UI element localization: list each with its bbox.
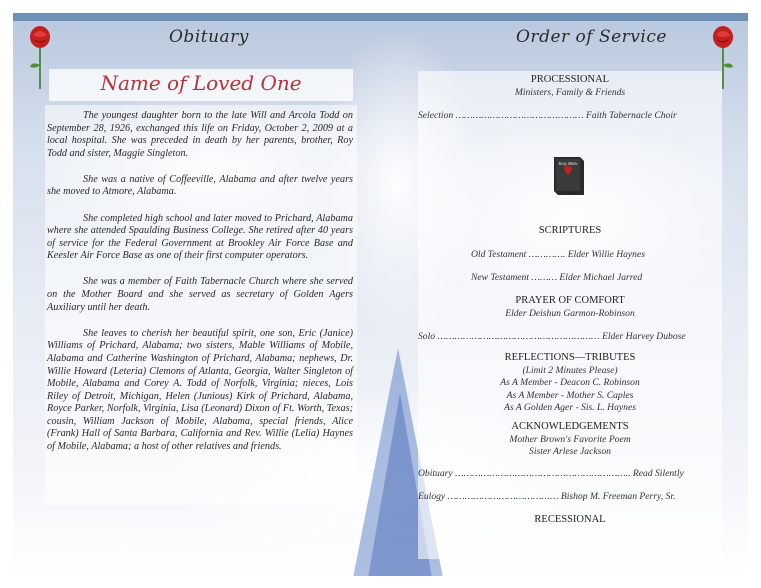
selection-line xyxy=(418,110,722,121)
processional-sub: Ministers, Family & Friends xyxy=(514,86,626,98)
new-testament-dots: ……… xyxy=(531,272,558,283)
recessional-section xyxy=(418,514,722,527)
obituary-heading: Obituary xyxy=(169,27,249,47)
prayer-officiant: Elder Deishun Garmon-Robinson xyxy=(505,307,635,319)
order-of-service-heading: Order of Service xyxy=(516,27,667,47)
obituary-paragraph: The youngest daughter born to the late Will and Arcola Todd on September 28, 1926, exchanged this life on Friday, October 2, 2009 at a local hospital. She was preceded in death by her parents, brother, Roy Todd and sister, Maggie Singleton. xyxy=(47,110,353,159)
obituary-dots: …………………………………………………….. xyxy=(455,468,631,479)
obituary-text xyxy=(47,110,353,467)
scriptures-section xyxy=(418,225,722,238)
reflections-section xyxy=(418,352,722,415)
solo-dots: ………………………………………………… xyxy=(437,331,600,342)
eulogy-dots: ………………………………… xyxy=(447,491,559,502)
reflections-line: As A Member - Deacon C. Robinson xyxy=(500,377,640,388)
eulogy-line xyxy=(418,491,675,502)
old-testament-label: Old Testament xyxy=(471,249,527,260)
acknowledgements-section xyxy=(418,421,722,459)
acknowledgements-line: Mother Brown's Favorite Poem xyxy=(509,433,631,445)
eulogy-speaker: Bishop M. Freeman Perry, Sr. xyxy=(560,491,676,502)
top-border xyxy=(13,13,748,21)
new-testament-line xyxy=(471,272,642,283)
book-label: Holy Bible xyxy=(558,161,578,166)
acknowledgements-line: Sister Arlese Jackson xyxy=(529,446,611,457)
obituary-label: Obituary xyxy=(418,468,453,479)
reflections-line: (Limit 2 Minutes Please) xyxy=(522,364,618,376)
solo-label: Solo xyxy=(418,331,436,342)
acknowledgements-title: ACKNOWLEDGEMENTS xyxy=(511,421,629,432)
eulogy-label: Eulogy xyxy=(418,491,446,502)
obituary-line xyxy=(418,468,684,479)
reflections-line: As A Member - Mother S. Caples xyxy=(506,389,634,401)
reflections-line: As A Golden Ager - Sis. L. Haynes xyxy=(504,402,636,413)
obituary-paragraph: She leaves to cherish her beautiful spirit, one son, Eric (Janice) Williams of Prichard, Alabama; two sisters, Mable Williams of Mobile, Alabama and Catherine Washington of Prichard, Alabama; nephews, Dr. Willie Howard (Leteria) Clemons of Atlanta, Georgia, Walter Singleton of Mobile, Alabama and Corey A. Todd of Norfolk, Virginia; nieces, Lois Riley of Detroit, Michigan, Helen (Junious) Kirk of Prichard, Alabama, Royce Parker, Norfolk, Virginia, Lisa (Leonard) Dixon of Ft. Worth, Texas; cousin, William Jackson of Mobile, Alabama, special friends, Alice (Frank) Hall of Santa Barbara, California and Rev. Willie (Lelia) Haynes of Mobile, Alabama; a host of other relatives and friends. xyxy=(47,327,353,453)
prayer-section xyxy=(418,295,722,320)
obituary-paragraph: She was a native of Coffeeville, Alabama and after twelve years she moved to Atmore, Alabama. xyxy=(47,173,353,198)
loved-one-name: Name of Loved One xyxy=(100,71,302,95)
old-testament-dots: …………. xyxy=(528,249,566,260)
old-testament-reader: Elder Willie Haynes xyxy=(567,249,645,260)
selection-value: Faith Tabernacle Choir xyxy=(585,110,677,121)
new-testament-reader: Elder Michael Jarred xyxy=(559,272,643,283)
solo-performer: Elder Harvey Dubose xyxy=(601,331,686,342)
bible-icon xyxy=(550,155,586,197)
selection-label: Selection xyxy=(418,110,454,121)
obituary-paragraph: She completed high school and later moved to Prichard, Alabama where she attended Spaulding Business College. She retired after 40 years of service for the Federal Government at Brookley Air Force Base and Keesler Air Force Base as one of their first computer operators. xyxy=(47,212,353,262)
new-testament-label: New Testament xyxy=(471,272,530,283)
prayer-title: PRAYER OF COMFORT xyxy=(515,295,625,306)
processional-title: PROCESSIONAL xyxy=(530,74,610,85)
recessional-title: RECESSIONAL xyxy=(534,514,606,525)
obituary-paragraph: She was a member of Faith Tabernacle Church where she served on the Mother Board and she served as secretary of Golden Agers Auxiliary until her death. xyxy=(47,276,353,313)
solo-line xyxy=(418,331,686,342)
reflections-title: REFLECTIONS—TRIBUTES xyxy=(504,352,636,363)
program-spread xyxy=(13,13,748,576)
selection-dots: ……………………………………… xyxy=(455,110,584,121)
obituary-instruction: Read Silently xyxy=(632,468,684,479)
old-testament-line xyxy=(471,249,645,260)
processional-section xyxy=(418,74,722,99)
scriptures-title: SCRIPTURES xyxy=(538,225,602,236)
